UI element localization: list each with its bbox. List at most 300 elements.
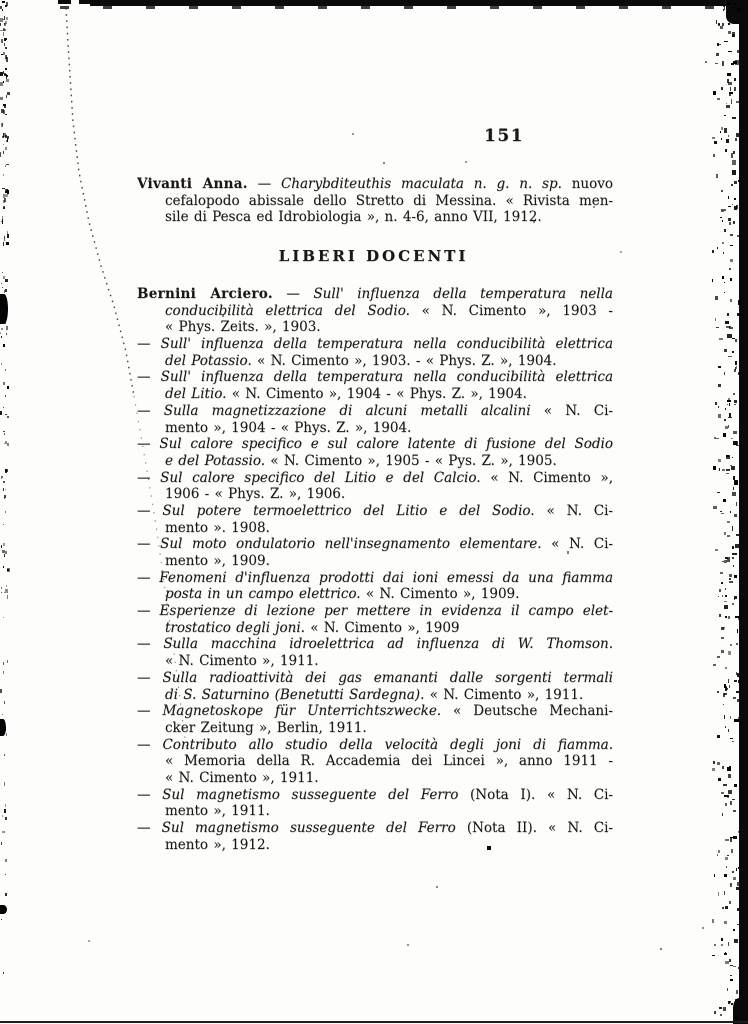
scan-speck	[4, 554, 5, 557]
scan-speck	[723, 499, 726, 503]
scan-speck	[3, 671, 4, 674]
scan-speck	[733, 810, 735, 812]
scan-speck	[717, 492, 721, 493]
scan-speck	[734, 719, 738, 723]
scan-speck	[725, 961, 729, 964]
scan-speck	[736, 366, 738, 369]
section-heading: LIBERI DOCENTI	[278, 247, 469, 265]
scan-speck	[728, 135, 730, 137]
scan-speck	[736, 691, 738, 693]
scan-speck	[6, 79, 8, 83]
scan-speck	[713, 664, 716, 666]
scan-speck	[734, 78, 736, 81]
scan-speck	[724, 292, 726, 293]
scan-speck	[719, 589, 721, 591]
scan-speck	[732, 117, 736, 119]
scan-speck	[721, 582, 723, 585]
citation-text: « N. Cimento », 1909	[304, 619, 460, 636]
scan-speck	[5, 68, 6, 70]
scan-speck	[726, 469, 729, 471]
scan-speck	[731, 99, 732, 103]
scan-speck	[724, 209, 726, 210]
scan-speck	[730, 234, 734, 236]
scan-speck	[3, 431, 5, 433]
scan-speck	[712, 137, 715, 139]
scan-speck	[724, 605, 727, 609]
work-title: Sul magnetismo susseguente del Ferro	[161, 820, 456, 836]
citation-text: mento ». 1908.	[165, 519, 270, 536]
page-number: 151	[484, 126, 524, 146]
scan-speck	[721, 944, 723, 946]
citation-text: —	[137, 736, 163, 753]
scan-speck	[5, 114, 6, 115]
work-title: Sul potere termoelettrico del Litio e del Sodio.	[162, 502, 535, 519]
citation-text: mento », 1911.	[165, 803, 270, 820]
scan-speck	[729, 959, 731, 962]
scan-speck	[732, 603, 734, 605]
citation-text: (Nota II). « N. Ci-	[455, 820, 613, 836]
scan-speck	[4, 290, 5, 293]
scan-speck	[721, 513, 724, 514]
text-line	[137, 553, 613, 570]
scan-speck	[727, 334, 731, 339]
scan-speck	[2, 272, 3, 273]
work-title: Fenomeni d'influenza prodotti dai ioni emessi da una fiamma	[159, 569, 613, 586]
scan-speck	[733, 61, 737, 64]
text-line	[137, 403, 613, 420]
scan-speck	[721, 792, 724, 794]
scan-speck	[733, 877, 735, 880]
scan-speck	[732, 338, 734, 340]
scan-speck	[719, 1007, 721, 1009]
scan-speck	[735, 361, 737, 364]
citation-text: sile di Pesca ed Idrobiologia », n. 4-6, anno VII, 1912.	[165, 209, 542, 226]
scan-speck	[729, 94, 732, 96]
work-title: Charybditeuthis maculata n. g. n. sp.	[280, 176, 562, 192]
scan-speck	[5, 469, 7, 473]
text-line	[137, 486, 613, 503]
scan-speck	[734, 404, 736, 405]
scan-speck	[725, 726, 726, 728]
scan-speck	[713, 761, 715, 764]
citation-text: « N. Cimento », 1903. - « Phys. Z. », 1904.	[251, 352, 557, 369]
scan-speck	[7, 136, 9, 139]
scan-speck	[736, 990, 738, 994]
scan-speck	[0, 82, 2, 86]
scan-speck	[2, 9, 3, 11]
scan-speck	[738, 300, 742, 305]
scan-speck	[738, 831, 741, 833]
scan-speck	[5, 279, 8, 282]
scan-edge-bottom	[0, 1021, 748, 1023]
scan-speck	[4, 592, 5, 593]
scan-speck	[716, 20, 717, 24]
work-title: Sul calore specifico del Litio e del Calcio.	[160, 469, 481, 486]
scan-speck	[724, 41, 728, 43]
scan-speck	[729, 413, 732, 417]
scan-edge-top-ragged	[60, 6, 748, 9]
author-name: Bernini Arciero.	[137, 286, 273, 302]
scan-speck	[735, 999, 737, 1002]
scan-speck	[730, 299, 732, 302]
scan-speck	[723, 693, 726, 697]
scan-speck	[732, 160, 736, 164]
scan-speck	[729, 403, 730, 406]
scan-speck	[735, 138, 737, 141]
scan-speck	[717, 854, 718, 855]
scan-speck	[733, 393, 735, 395]
scan-speck	[3, 344, 5, 347]
scan-speck	[6, 242, 9, 245]
scan-speck	[714, 437, 716, 439]
scan-speck	[732, 526, 734, 531]
citation-text: « N. Cimento »,	[480, 469, 613, 486]
scan-speck	[730, 837, 734, 839]
scan-speck	[733, 966, 736, 967]
work-title: Sull' influenza della temperatura nella conducibilità elettrica	[160, 336, 613, 353]
scan-speck	[724, 921, 726, 924]
scan-speck	[727, 73, 731, 76]
scan-speck	[4, 497, 5, 499]
author-name: Vivanti Anna.	[137, 176, 248, 192]
scan-speck	[6, 38, 7, 40]
scan-speck	[735, 544, 739, 548]
text-line	[137, 820, 613, 837]
text-line	[137, 670, 613, 687]
scan-speck	[4, 754, 5, 756]
scan-speck	[712, 768, 715, 771]
scan-speck	[4, 809, 6, 813]
scan-speck	[717, 43, 719, 45]
scan-speck	[3, 19, 4, 21]
scan-speck	[3, 524, 4, 525]
work-title: e del Potassio.	[165, 452, 266, 469]
text-line	[137, 837, 613, 854]
scan-speck	[3, 144, 4, 146]
scan-speck	[734, 181, 737, 184]
scan-speck	[730, 883, 732, 887]
scan-speck	[732, 557, 734, 559]
scan-speck	[733, 476, 736, 480]
text-line	[137, 520, 613, 537]
scan-speck	[724, 229, 725, 232]
scan-speck	[715, 318, 717, 321]
scan-speck	[5, 804, 6, 807]
scan-speck	[4, 236, 6, 238]
citation-text: —	[247, 176, 281, 192]
work-title: Sulla macchina idroelettrica ad influenza di W. Thomson.	[163, 636, 613, 653]
scan-speck	[718, 459, 720, 462]
scan-speck	[721, 87, 723, 91]
scan-speck	[730, 644, 732, 647]
work-title: Sul magnetismo susseguente del Ferro	[162, 786, 459, 803]
scan-speck	[728, 790, 731, 794]
scan-speck	[736, 887, 739, 890]
scan-speck	[730, 716, 731, 719]
scan-speck	[725, 588, 726, 590]
scan-speck	[737, 313, 741, 316]
scan-speck	[712, 955, 715, 956]
scan-speck	[726, 473, 729, 474]
scan-speck	[6, 17, 9, 20]
scan-speck	[721, 127, 723, 130]
scan-speck	[713, 91, 715, 94]
scan-speck	[714, 1011, 716, 1014]
entries-bernini-arciero	[137, 286, 613, 853]
scan-speck	[722, 242, 724, 245]
scan-speck	[725, 906, 728, 909]
work-title: del Potassio.	[165, 352, 252, 369]
text-line	[137, 369, 613, 386]
scan-speck	[730, 801, 732, 805]
scan-speck	[2, 831, 4, 833]
citation-text: « N. Cimento », 1904 - « Phys. Z. », 1904.	[226, 386, 527, 403]
scan-speck	[660, 948, 662, 950]
scan-speck	[1, 842, 2, 845]
scan-speck	[725, 839, 728, 840]
scan-speck	[5, 728, 6, 731]
scan-speck	[718, 892, 719, 895]
scan-speck	[4, 701, 5, 704]
scan-speck	[717, 656, 720, 658]
scan-speck	[3, 972, 4, 974]
scan-speck	[726, 326, 730, 327]
text-line	[137, 193, 613, 210]
scan-speck	[728, 218, 731, 222]
scan-speck	[0, 152, 1, 156]
scan-speck	[7, 660, 8, 662]
scan-speck	[725, 595, 727, 596]
scan-speck	[737, 50, 740, 53]
scan-speck	[436, 886, 438, 888]
scan-speck	[6, 75, 7, 79]
scan-speck	[465, 161, 467, 163]
scan-speck	[717, 735, 719, 738]
citation-text: —	[137, 402, 164, 419]
scan-speck	[731, 184, 732, 187]
scan-speck	[2, 815, 3, 817]
scan-speck	[730, 87, 731, 91]
scan-speck	[4, 433, 5, 435]
scan-speck	[731, 849, 733, 853]
scan-speck	[5, 489, 6, 490]
scan-speck	[731, 1003, 733, 1005]
scan-speck	[734, 784, 737, 787]
scan-speck	[730, 245, 733, 246]
scan-speck	[3, 110, 6, 114]
scan-speck	[736, 205, 738, 209]
scan-speck	[4, 23, 5, 25]
scan-speck	[728, 51, 732, 52]
scan-speck	[734, 596, 737, 599]
scan-speck	[1, 328, 3, 330]
scan-speck	[724, 115, 726, 116]
work-title: Contributo allo studio della velocità degli joni di fiamma.	[162, 736, 613, 753]
scan-speck	[729, 268, 731, 270]
work-title: Sul moto ondulatorio nell'insegnamento elementare.	[160, 536, 542, 553]
scan-speck	[5, 511, 6, 514]
text-line	[137, 336, 613, 353]
scan-speck	[720, 217, 722, 218]
scan-speck	[2, 219, 3, 223]
scan-speck	[721, 637, 724, 640]
scan-speck	[3, 32, 5, 36]
scan-speck	[732, 351, 734, 353]
scan-speck	[722, 595, 723, 597]
scan-speck	[705, 61, 707, 63]
scan-speck	[716, 53, 719, 56]
scan-speck	[3, 71, 4, 74]
scan-speck	[736, 502, 737, 506]
scan-speck	[732, 457, 733, 458]
scan-speck	[712, 919, 714, 922]
scan-speck	[722, 469, 725, 471]
scan-speck	[716, 327, 719, 328]
scan-speck	[620, 251, 622, 253]
scan-speck	[1, 592, 2, 593]
scan-speck	[724, 715, 725, 719]
citation-text: « Memoria della R. Accademia dei Lincei », anno 1911 -	[165, 753, 613, 770]
scan-speck	[0, 97, 3, 100]
text-line	[137, 753, 613, 770]
scan-speck	[717, 98, 720, 100]
scan-speck	[4, 43, 5, 47]
text-line	[137, 653, 613, 670]
scan-speck	[6, 164, 9, 166]
scan-speck	[723, 704, 724, 705]
scan-speck	[5, 47, 6, 48]
scan-speck	[2, 136, 4, 138]
text-line	[137, 470, 613, 487]
scan-speck	[723, 252, 724, 253]
work-title: Sull' influenza della temperatura nella conducibilità elettrica	[160, 369, 613, 386]
scan-speck	[725, 616, 727, 618]
work-title: Esperienze di lezione per mettere in evidenza il campo elet-	[159, 603, 613, 620]
citation-text: « N. Cimento », 1905 - « Pys. Z. », 1905.	[265, 452, 557, 469]
scan-speck	[737, 908, 740, 911]
scan-speck	[728, 196, 730, 199]
scan-speck	[719, 614, 721, 617]
scan-speck	[720, 26, 723, 29]
scan-speck	[727, 988, 728, 991]
citation-text: mento », 1909.	[165, 553, 270, 569]
scan-edge-top-dashes	[58, 0, 254, 4]
scan-speck	[724, 684, 726, 688]
scan-speck	[1, 478, 2, 479]
scan-speck	[724, 372, 725, 375]
scan-speck	[7, 190, 10, 194]
scan-speck	[7, 569, 10, 571]
citation-text: —	[137, 636, 164, 653]
scan-speck	[723, 433, 726, 437]
scan-speck	[724, 128, 727, 133]
scan-speck	[3, 81, 4, 83]
work-title: Sulla magnetizzazione di alcuni metalli alcalini	[163, 402, 531, 419]
scan-speck	[735, 3, 736, 4]
scan-speck	[7, 386, 9, 389]
scan-speck	[729, 685, 730, 688]
scan-speck	[734, 680, 737, 682]
scan-speck	[722, 220, 723, 222]
scan-speck	[719, 468, 720, 471]
scan-speck	[718, 596, 720, 597]
scan-speck	[720, 572, 724, 574]
scan-speck	[721, 938, 723, 941]
scan-speck	[715, 63, 718, 64]
scan-speck	[5, 305, 7, 308]
scan-speck	[724, 419, 726, 421]
scan-speck	[730, 278, 732, 281]
scan-speck	[721, 190, 723, 192]
scan-speck	[738, 372, 741, 375]
citation-text: « N. Cimento », 1903 -	[409, 302, 613, 319]
scan-speck	[7, 234, 9, 238]
scan-speck	[724, 560, 727, 564]
scan-speck	[738, 680, 742, 683]
scan-speck	[736, 534, 739, 536]
scan-speck	[3, 200, 4, 203]
scan-speck	[0, 689, 2, 693]
scan-speck	[718, 850, 720, 853]
citation-text: « Deutsche Mechani-	[441, 703, 613, 720]
text-line	[137, 687, 613, 704]
scan-speck	[728, 679, 729, 683]
scan-speck	[727, 535, 730, 537]
scan-speck	[5, 817, 8, 819]
scan-speck	[5, 551, 7, 553]
scan-speck	[1, 283, 2, 284]
scan-speck	[729, 578, 731, 580]
scan-speck	[725, 408, 726, 410]
scan-speck	[2, 287, 4, 289]
scan-speck	[724, 349, 727, 351]
scan-speck	[702, 927, 704, 929]
scan-speck	[732, 741, 734, 743]
scan-speck	[722, 61, 724, 66]
scan-speck	[6, 2, 8, 6]
scan-speck	[717, 691, 719, 693]
scan-speck	[7, 416, 10, 417]
scan-speck	[723, 1007, 726, 1012]
scan-speck	[735, 367, 736, 371]
citation-text: —	[137, 669, 163, 686]
scan-speck	[4, 908, 5, 910]
scan-speck	[732, 492, 736, 495]
scan-speck	[724, 953, 727, 955]
scan-speck	[6, 414, 7, 415]
text-line	[137, 319, 613, 336]
scan-speck	[730, 975, 732, 976]
scan-blob-left	[0, 294, 8, 324]
scan-speck	[728, 31, 731, 34]
text-line	[137, 570, 613, 587]
scan-speck	[724, 532, 727, 535]
text-line	[137, 386, 613, 403]
scan-speck	[714, 944, 716, 945]
scan-speck	[0, 332, 1, 333]
scan-speck	[0, 411, 1, 415]
scan-speck	[731, 438, 733, 439]
scan-speck	[728, 651, 731, 655]
scan-speck	[725, 803, 726, 805]
scan-speck	[734, 87, 736, 92]
scan-speck	[732, 799, 734, 800]
scan-speck	[1, 545, 2, 548]
scan-speck	[7, 92, 10, 95]
scan-speck	[734, 575, 737, 578]
scan-speck	[5, 893, 6, 897]
scan-speck	[727, 855, 730, 856]
